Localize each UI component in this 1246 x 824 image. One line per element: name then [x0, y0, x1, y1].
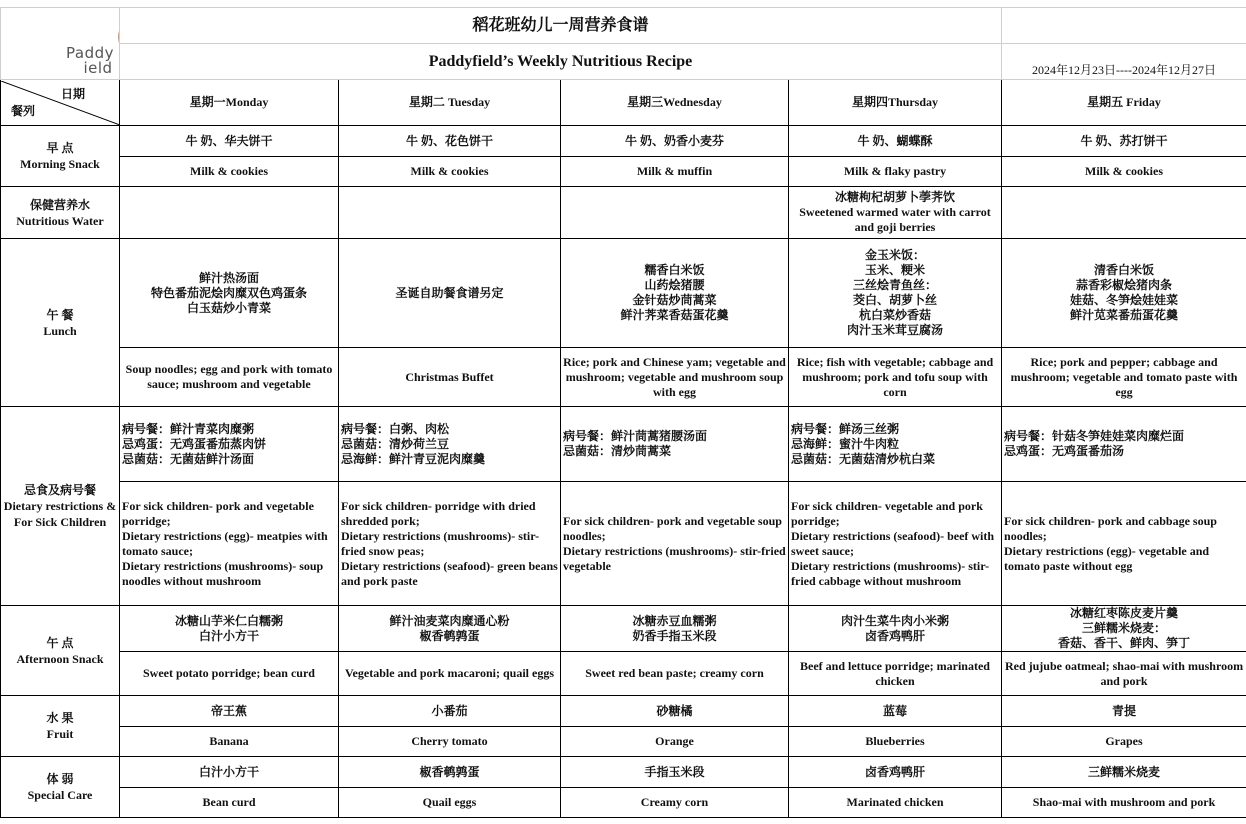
morning-en-thu: Milk & flaky pastry [789, 157, 1002, 187]
special-cn-tue: 椒香鹌鹑蛋 [339, 757, 561, 788]
meal-label-morning: 早 点 Morning Snack [1, 126, 120, 187]
meal-label-lunch: 午 餐 Lunch [1, 239, 120, 407]
afternoon-cn-fri: 冰糖红枣陈皮麦片羹 三鲜糯米烧麦： 香菇、香干、鲜肉、笋丁 [1002, 606, 1246, 652]
water-fri [1002, 187, 1246, 239]
corner-meal-label: 餐列 [11, 103, 36, 118]
dietary-en-tue: For sick children- porridge with dried shredded pork; Dietary restrictions (mushrooms)- stir-fried snow peas; Dietary restrictions (seafood)- green beans and pork paste [339, 482, 561, 606]
fruit-en-wed: Orange [561, 727, 789, 757]
lunch-cn-wed: 糯香白米饭 山药烩猪腰 金针菇炒茼蒿菜 鲜汁荠菜香菇蛋花羹 [561, 239, 789, 348]
lunch-cn-mon: 鲜汁热汤面 特色番茄泥烩肉糜双色鸡蛋条 白玉菇炒小青菜 [120, 239, 339, 348]
day-header-tuesday: 星期二 Tuesday [339, 80, 561, 126]
afternoon-cn-thu: 肉汁生菜牛肉小米粥 卤香鸡鸭肝 [789, 606, 1002, 652]
morning-cn-tue: 牛 奶、花色饼干 [339, 126, 561, 157]
dietary-cn-tue: 病号餐：白粥、肉松 忌菌菇：清炒荷兰豆 忌海鲜：鲜汁青豆泥肉糜羹 [339, 407, 561, 482]
dietary-cn-thu: 病号餐：鲜汤三丝粥 忌海鲜：蜜汁牛肉粒 忌菌菇：无菌菇清炒杭白菜 [789, 407, 1002, 482]
dietary-en-fri: For sick children- pork and cabbage soup noodles; Dietary restrictions (egg)- vegetable and tomato paste without egg [1002, 482, 1246, 606]
water-thu: 冰糖枸杞胡萝卜荸荠饮 Sweetened warmed water with carrot and goji berries [789, 187, 1002, 239]
afternoon-en-wed: Sweet red bean paste; creamy corn [561, 652, 789, 696]
title-english: Paddyfield’s Weekly Nutritious Recipe [120, 44, 1002, 80]
meal-label-fruit: 水 果 Fruit [1, 696, 120, 757]
fruit-en-mon: Banana [120, 727, 339, 757]
special-cn-wed: 手指玉米段 [561, 757, 789, 788]
water-mon [120, 187, 339, 239]
morning-cn-fri: 牛 奶、苏打饼干 [1002, 126, 1246, 157]
fruit-en-fri: Grapes [1002, 727, 1246, 757]
meal-label-dietary: 忌食及病号餐 Dietary restrictions & For Sick Children [1, 407, 120, 606]
lunch-en-fri: Rice; pork and pepper; cabbage and mushroom; vegetable and tomato paste with egg [1002, 348, 1246, 407]
day-header-wednesday: 星期三Wednesday [561, 80, 789, 126]
dietary-en-thu: For sick children- vegetable and pork porridge; Dietary restrictions (seafood)- beef with sweet sauce; Dietary restrictions (mushrooms)- stir-fried cabbage without mushroom [789, 482, 1002, 606]
dietary-cn-wed: 病号餐：鲜汁茼蒿猪腰汤面 忌菌菇：清炒茼蒿菜 [561, 407, 789, 482]
fruit-cn-mon: 帝王蕉 [120, 696, 339, 727]
recipe-sheet [0, 7, 1246, 818]
fruit-en-thu: Blueberries [789, 727, 1002, 757]
date-range: 2024年12月23日----2024年12月27日 [1002, 44, 1246, 80]
corner-header [1, 80, 120, 126]
lunch-cn-thu: 金玉米饭： 玉米、粳米 三丝烩青鱼丝： 茭白、胡萝卜丝 杭白菜炒香菇 肉汁玉米茸豆腐汤 [789, 239, 1002, 348]
morning-en-mon: Milk & cookies [120, 157, 339, 187]
morning-cn-thu: 牛 奶、蝴蝶酥 [789, 126, 1002, 157]
fruit-cn-fri: 青提 [1002, 696, 1246, 727]
meal-label-water: 保健营养水 Nutritious Water [1, 187, 120, 239]
special-cn-thu: 卤香鸡鸭肝 [789, 757, 1002, 788]
afternoon-cn-mon: 冰糖山芋米仁白糯粥 白汁小方干 [120, 606, 339, 652]
lunch-en-wed: Rice; pork and Chinese yam; vegetable and mushroom; vegetable and mushroom soup with egg [561, 348, 789, 407]
fruit-en-tue: Cherry tomato [339, 727, 561, 757]
fruit-cn-thu: 蓝莓 [789, 696, 1002, 727]
dietary-en-mon: For sick children- pork and vegetable porridge; Dietary restrictions (egg)- meatpies with tomato sauce; Dietary restrictions (mushrooms)- soup noodles without mushroom [120, 482, 339, 606]
morning-en-wed: Milk & muffin [561, 157, 789, 187]
morning-cn-mon: 牛 奶、华夫饼干 [120, 126, 339, 157]
lunch-en-thu: Rice; fish with vegetable; cabbage and mushroom; pork and tofu soup with corn [789, 348, 1002, 407]
day-header-monday: 星期一Monday [120, 80, 339, 126]
afternoon-en-mon: Sweet potato porridge; bean curd [120, 652, 339, 696]
afternoon-en-tue: Vegetable and pork macaroni; quail eggs [339, 652, 561, 696]
afternoon-cn-wed: 冰糖赤豆血糯粥 奶香手指玉米段 [561, 606, 789, 652]
special-en-fri: Shao-mai with mushroom and pork [1002, 788, 1246, 818]
weekly-recipe-table [0, 7, 1246, 818]
special-en-wed: Creamy corn [561, 788, 789, 818]
fruit-cn-wed: 砂糖橘 [561, 696, 789, 727]
lunch-en-tue: Christmas Buffet [339, 348, 561, 407]
morning-cn-wed: 牛 奶、奶香小麦芬 [561, 126, 789, 157]
blank-corner [1002, 8, 1246, 44]
lunch-cn-tue: 圣诞自助餐食谱另定 [339, 239, 561, 348]
dietary-en-wed: For sick children- pork and vegetable soup noodles; Dietary restrictions (mushrooms)- stir-fried vegetable [561, 482, 789, 606]
meal-label-special: 体 弱 Special Care [1, 757, 120, 818]
afternoon-en-fri: Red jujube oatmeal; shao-mai with mushroom and pork [1002, 652, 1246, 696]
paddyfield-logo [3, 12, 117, 76]
lunch-cn-fri: 清香白米饭 蒜香彩椒烩猪肉条 娃菇、冬笋烩娃娃菜 鲜汁苋菜番茄蛋花羹 [1002, 239, 1246, 348]
afternoon-en-thu: Beef and lettuce porridge; marinated chicken [789, 652, 1002, 696]
logo-text: Paddyield [66, 43, 114, 77]
logo-cell [1, 8, 120, 80]
morning-en-fri: Milk & cookies [1002, 157, 1246, 187]
corner-date-label: 日期 [60, 86, 85, 101]
special-cn-fri: 三鲜糯米烧麦 [1002, 757, 1246, 788]
special-en-thu: Marinated chicken [789, 788, 1002, 818]
morning-en-tue: Milk & cookies [339, 157, 561, 187]
fruit-cn-tue: 小番茄 [339, 696, 561, 727]
water-wed [561, 187, 789, 239]
special-en-tue: Quail eggs [339, 788, 561, 818]
meal-label-afternoon: 午 点 Afternoon Snack [1, 606, 120, 696]
title-chinese: 稻花班幼儿一周营养食谱 [120, 8, 1002, 44]
day-header-thursday: 星期四Thursday [789, 80, 1002, 126]
special-en-mon: Bean curd [120, 788, 339, 818]
dietary-cn-mon: 病号餐：鲜汁青菜肉糜粥 忌鸡蛋：无鸡蛋番茄蒸肉饼 忌菌菇：无菌菇鲜汁汤面 [120, 407, 339, 482]
lunch-en-mon: Soup noodles; egg and pork with tomato sauce; mushroom and vegetable [120, 348, 339, 407]
water-tue [339, 187, 561, 239]
dietary-cn-fri: 病号餐：针菇冬笋娃娃菜肉糜烂面 忌鸡蛋：无鸡蛋番茄汤 [1002, 407, 1246, 482]
afternoon-cn-tue: 鲜汁油麦菜肉糜通心粉 椒香鹌鹑蛋 [339, 606, 561, 652]
day-header-friday: 星期五 Friday [1002, 80, 1246, 126]
special-cn-mon: 白汁小方干 [120, 757, 339, 788]
